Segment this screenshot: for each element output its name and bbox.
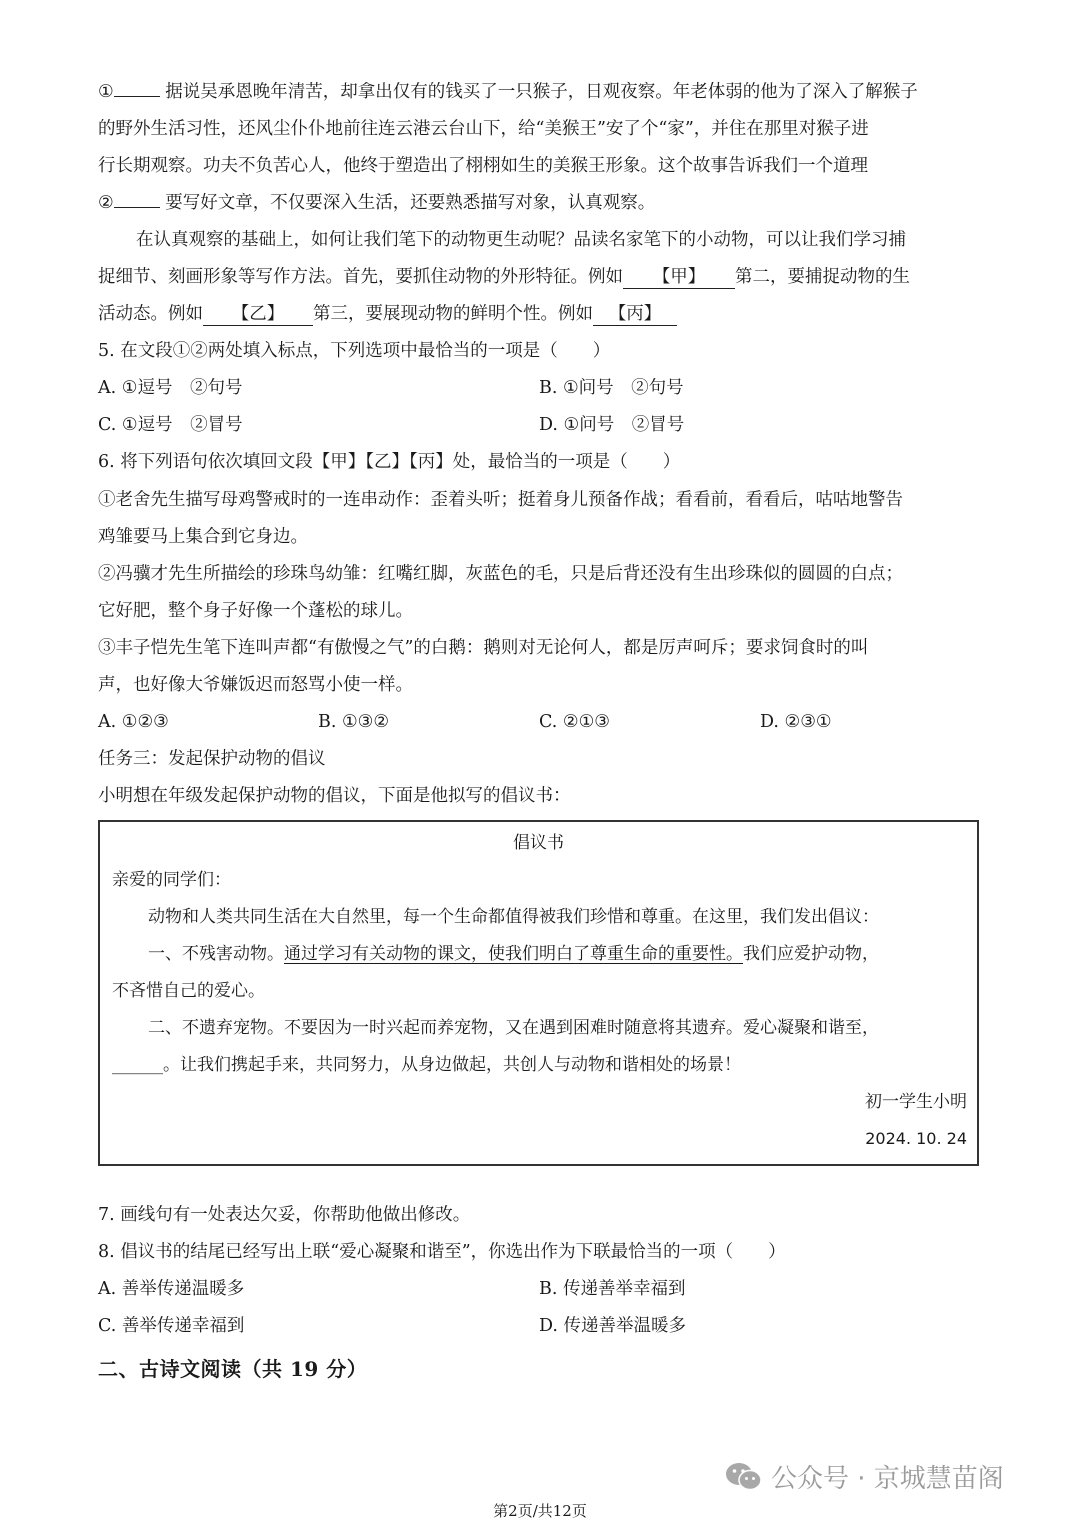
blank-bing: 【丙】 bbox=[593, 303, 677, 326]
passage-line-2: 的野外生活习性，还风尘仆仆地前往连云港云台山下，给“美猴王”安了个“家”，并住在那里对猴子进 bbox=[98, 119, 869, 139]
letter-body-1: 动物和人类共同生活在大自然里，每一个生命都值得被我们珍惜和尊重。在这里，我们发出倡议： bbox=[148, 907, 879, 927]
task-3-intro: 小明想在年级发起保护动物的倡议，下面是他拟写的倡议书： bbox=[98, 786, 571, 806]
q6-option-a[interactable]: A. ①②③ bbox=[98, 712, 169, 732]
blank-marker-2: ② bbox=[98, 193, 160, 213]
q6-option-d[interactable]: D. ②③① bbox=[760, 712, 832, 732]
passage-line-1: ① 据说吴承恩晚年清苦，却拿出仅有的钱买了一只猴子，日观夜察。年老体弱的他为了深入了解猴子 bbox=[98, 82, 918, 102]
q6-option-c[interactable]: C. ②①③ bbox=[539, 712, 610, 732]
q6-sentence-2b: 它好肥，整个身子好像一个蓬松的球儿。 bbox=[98, 601, 413, 621]
passage-line-7: 活动态。例如 【乙】 第三，要展现动物的鲜明个性。例如 【丙】 bbox=[98, 303, 980, 326]
q6-option-b[interactable]: B. ①③② bbox=[318, 712, 390, 732]
wechat-icon bbox=[725, 1461, 763, 1493]
q6-sentence-1b: 鸡雏要马上集合到它身边。 bbox=[98, 527, 308, 547]
q6-sentence-3b: 声，也好像大爷嫌饭迟而怒骂小使一样。 bbox=[98, 675, 413, 695]
q5-option-b[interactable]: B. ①问号 ②句号 bbox=[539, 378, 684, 398]
letter-title: 倡议书 bbox=[513, 833, 564, 853]
section-2-heading: 二、古诗文阅读（共 19 分） bbox=[98, 1357, 368, 1381]
q6-sentence-3a: ③丰子恺先生笔下连叫声都“有傲慢之气”的白鹅：鹅则对无论何人，都是厉声呵斥；要求饲食时的叫 bbox=[98, 638, 869, 658]
blank-marker-1: ① bbox=[98, 82, 160, 102]
passage-line-6: 捉细节、刻画形象等写作方法。首先，要抓住动物的外形特征。例如 【甲】 第二，要捕捉动物的生 bbox=[98, 267, 910, 287]
question-7-stem: 7. 画线句有一处表达欠妥，你帮助他做出修改。 bbox=[98, 1205, 471, 1225]
page-number: 第2页/共12页 bbox=[493, 1502, 587, 1520]
letter-body-5: ______。让我们携起手来，共同努力，从身边做起，共创人与动物和谐相处的场景！ bbox=[112, 1055, 741, 1075]
question-5-stem: 5. 在文段①②两处填入标点，下列选项中最恰当的一项是（ ） bbox=[98, 341, 611, 361]
underlined-sentence: 通过学习有关动物的课文，使我们明白了尊重生命的重要性。 bbox=[284, 944, 743, 964]
q6-sentence-1a: ①老舍先生描写母鸡警戒时的一连串动作：歪着头听；挺着身儿预备作战；看看前，看看后，咕咕地警告 bbox=[98, 490, 903, 510]
watermark-text: 公众号 · 京城慧苗阁 bbox=[771, 1464, 1004, 1494]
passage-line-5: 在认真观察的基础上，如何让我们笔下的动物更生动呢？品读名家笔下的小动物，可以让我们学习捕 bbox=[136, 230, 906, 250]
couplet-blank: ______ bbox=[112, 1055, 163, 1075]
q8-option-a[interactable]: A. 善举传递温暖多 bbox=[98, 1279, 245, 1299]
letter-body-2: 一、不残害动物。通过学习有关动物的课文，使我们明白了尊重生命的重要性。我们应爱护动物， bbox=[148, 944, 879, 964]
letter-date: 2024. 10. 24 bbox=[865, 1129, 967, 1148]
letter-body-3: 不吝惜自己的爱心。 bbox=[112, 981, 265, 1001]
question-6-stem: 6. 将下列语句依次填回文段【甲】【乙】【丙】处，最恰当的一项是（ ） bbox=[98, 452, 681, 472]
watermark bbox=[725, 1458, 1004, 1495]
q8-option-d[interactable]: D. 传递善举温暖多 bbox=[539, 1316, 687, 1336]
letter-body-4: 二、不遗弃宠物。不要因为一时兴起而养宠物，又在遇到困难时随意将其遗弃。爱心凝聚和谐至， bbox=[148, 1018, 879, 1038]
q5-option-d[interactable]: D. ①问号 ②冒号 bbox=[539, 415, 685, 435]
proposal-letter-box bbox=[98, 820, 979, 1166]
letter-salutation: 亲爱的同学们： bbox=[112, 870, 231, 890]
passage-line-3: 行长期观察。功夫不负苦心人，他终于塑造出了栩栩如生的美猴王形象。这个故事告诉我们一个道理 bbox=[98, 156, 868, 176]
blank-yi: 【乙】 bbox=[203, 303, 313, 326]
passage-line-4: ② 要写好文章，不仅要深入生活，还要熟悉描写对象，认真观察。 bbox=[98, 193, 656, 213]
letter-signature: 初一学生小明 bbox=[865, 1092, 967, 1112]
q8-option-c[interactable]: C. 善举传递幸福到 bbox=[98, 1316, 245, 1336]
q5-option-c[interactable]: C. ①逗号 ②冒号 bbox=[98, 415, 243, 435]
q8-option-b[interactable]: B. 传递善举幸福到 bbox=[539, 1279, 686, 1299]
task-3-title: 任务三：发起保护动物的倡议 bbox=[98, 749, 326, 769]
q6-sentence-2a: ②冯骥才先生所描绘的珍珠鸟幼雏：红嘴红脚，灰蓝色的毛，只是后背还没有生出珍珠似的圆圆的白点； bbox=[98, 564, 903, 584]
q5-option-a[interactable]: A. ①逗号 ②句号 bbox=[98, 378, 243, 398]
question-8-stem: 8. 倡议书的结尾已经写出上联“爱心凝聚和谐至”，你选出作为下联最恰当的一项（ ） bbox=[98, 1242, 786, 1262]
blank-jia: 【甲】 bbox=[623, 266, 735, 289]
